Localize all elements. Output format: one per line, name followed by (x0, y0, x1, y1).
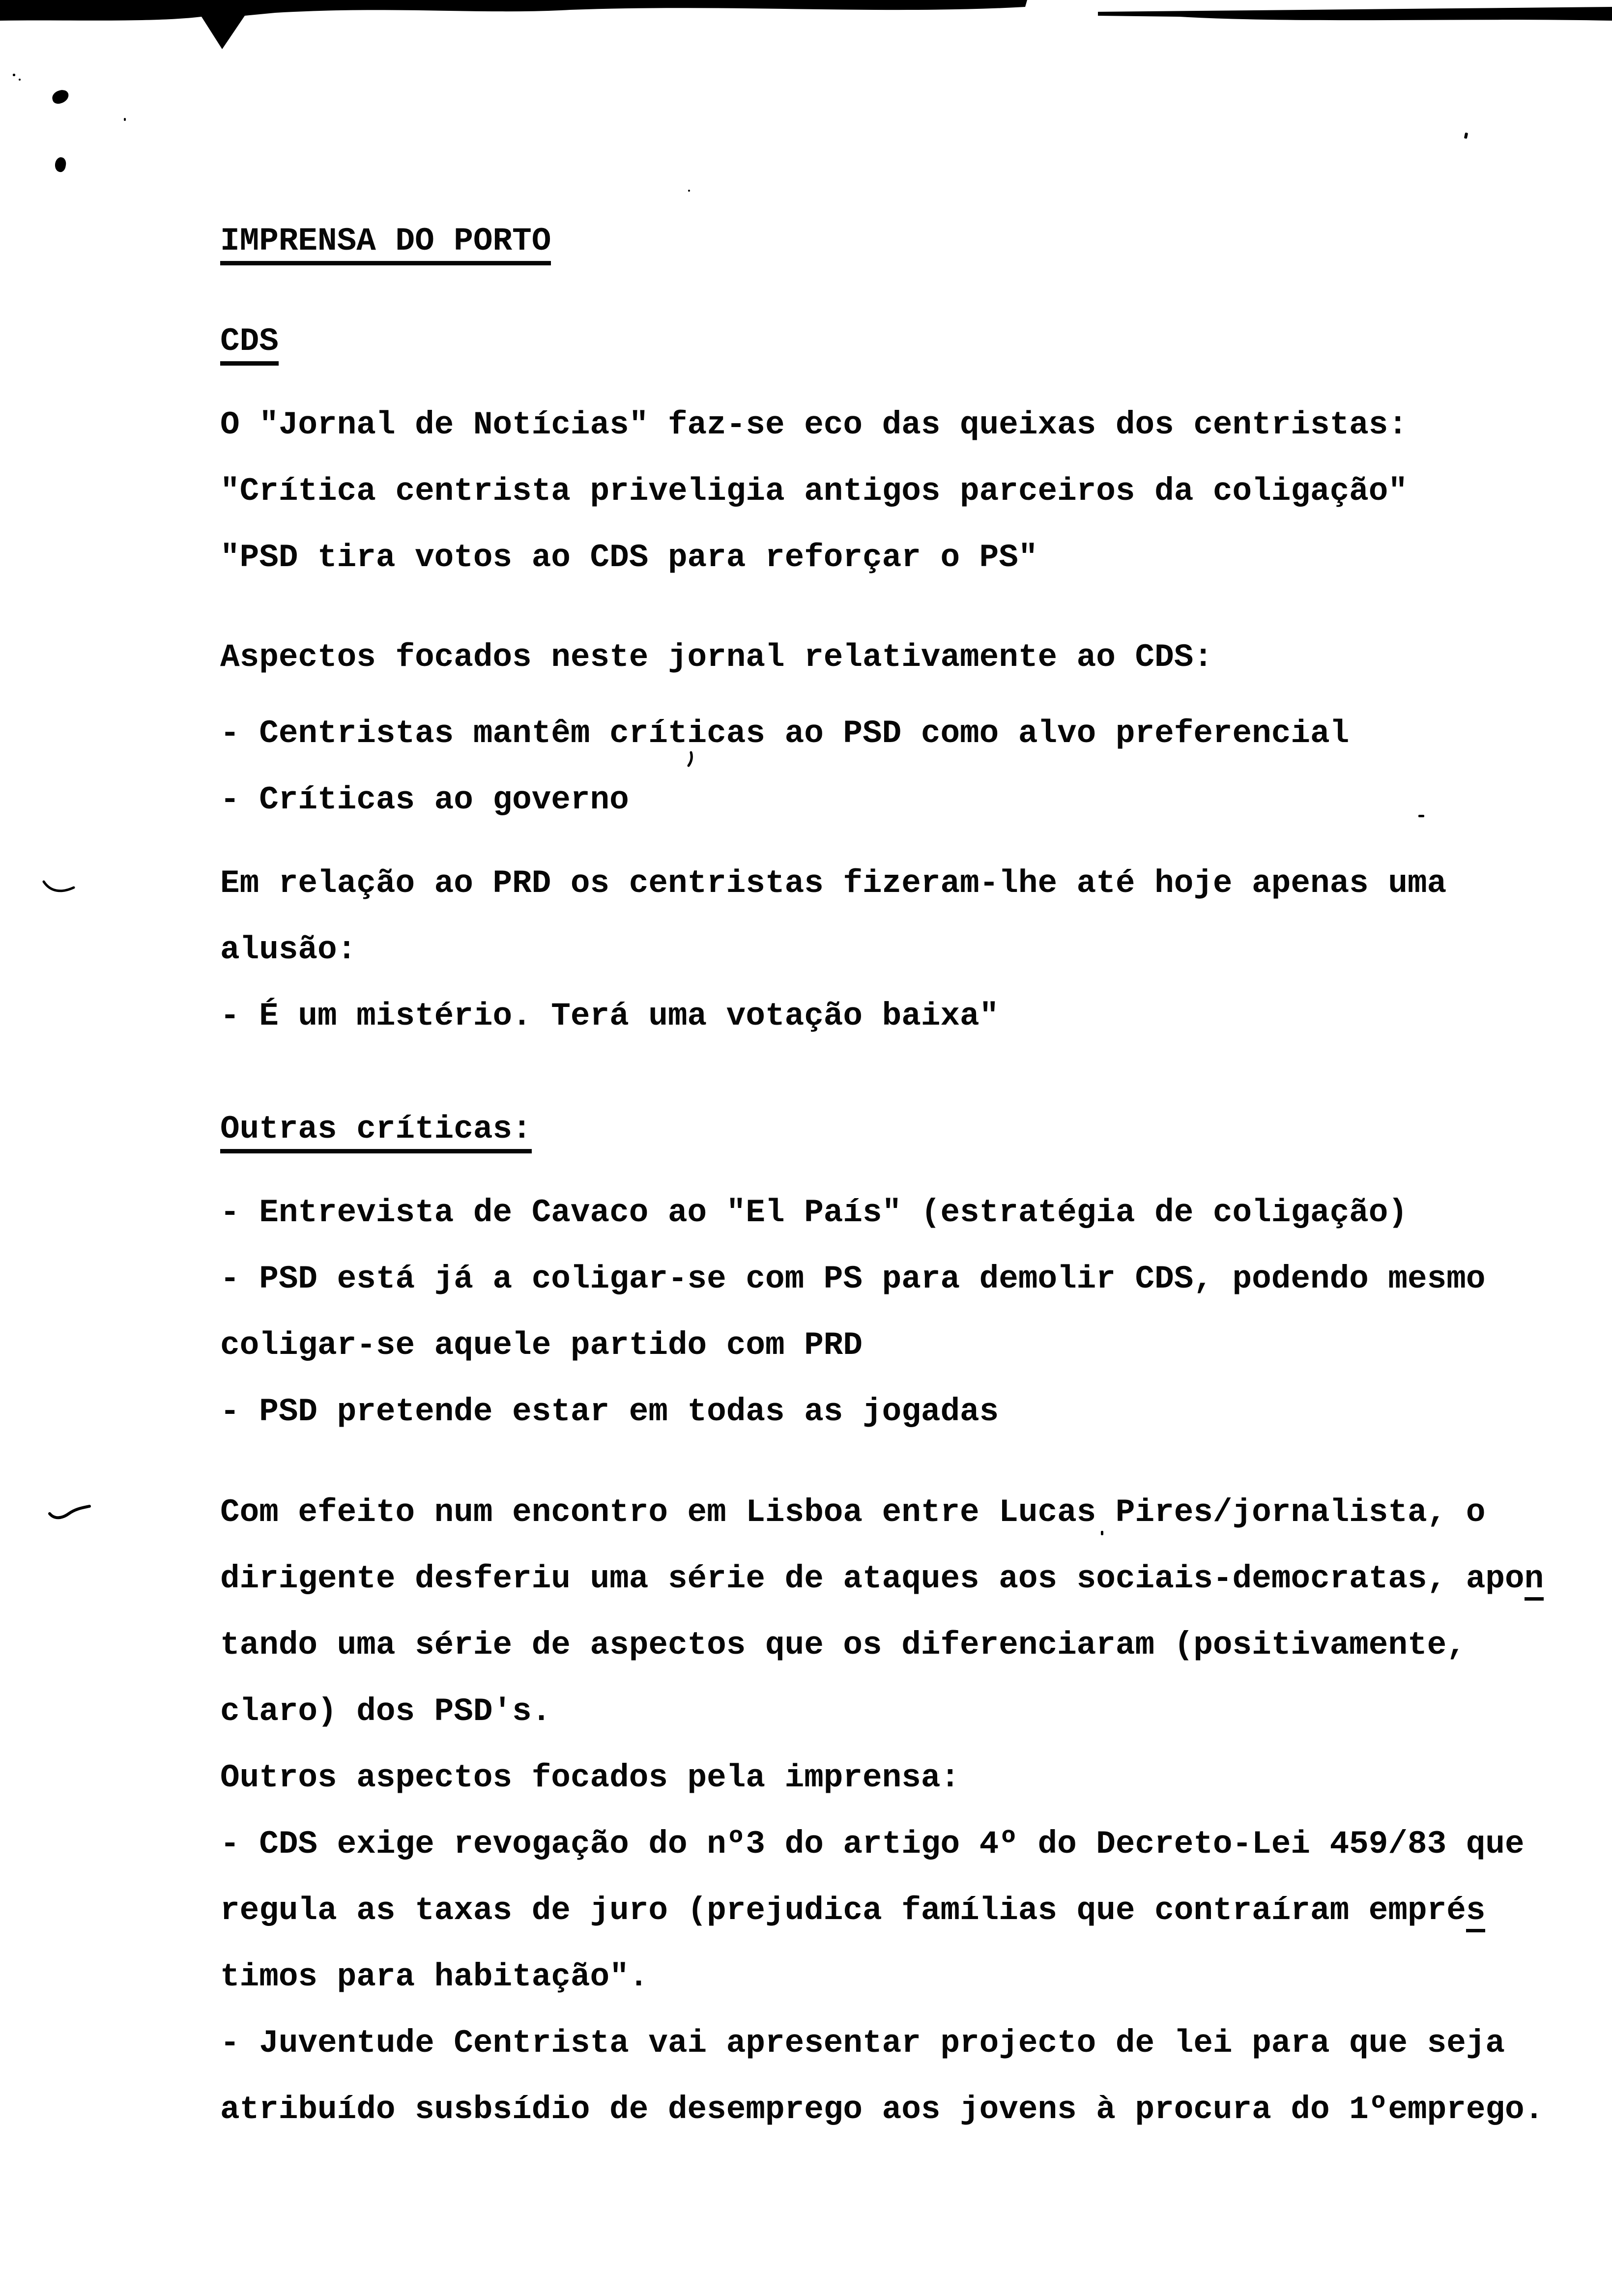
block-p3 (220, 850, 1612, 983)
text-line: - É um mistério. Terá uma votação baixa" (220, 998, 999, 1034)
hyphenation-underline: s (1466, 1892, 1486, 1932)
section-heading (220, 1096, 1612, 1162)
text-line: timos para habitação". (220, 1958, 649, 1995)
section-heading (220, 208, 1612, 274)
text-line: Outros aspectos focados pela imprensa: (220, 1759, 960, 1796)
text-line: coligar-se aquele partido com PRD (220, 1327, 863, 1364)
text-line: - Juventude Centrista vai apresentar projecto de lei para que seja (220, 2025, 1505, 2062)
block-section-outras (220, 1096, 1612, 1162)
section-heading (220, 308, 1612, 374)
text-line: "Crítica centrista priveligia antigos parceiros da coligação" (220, 473, 1408, 510)
block-list3 (220, 1179, 1612, 1445)
text-line: Em relação ao PRD os centristas fizeram-lhe até hoje apenas uma (220, 865, 1447, 902)
text-line: - Críticas ao governo (220, 781, 629, 818)
text-line: Aspectos focados neste jornal relativamente ao CDS: (220, 639, 1213, 676)
text-line: - PSD está já a coligar-se com PS para demolir CDS, podendo mesmo (220, 1261, 1486, 1297)
block-list4 (220, 1811, 1612, 2143)
block-p1 (220, 392, 1612, 591)
text-line: tando uma série de aspectos que os diferenciaram (positivamente, (220, 1627, 1466, 1664)
text-line: - CDS exige revogação do nº3 do artigo 4º do Decreto-Lei 459/83 que (220, 1826, 1525, 1863)
text-line: - Entrevista de Cavaco ao "El País" (estratégia de coligação) (220, 1194, 1408, 1231)
text-line: alusão: (220, 931, 357, 968)
text-line: Com efeito num encontro em Lisboa entre Lucas Pires/jornalista, o (220, 1494, 1486, 1531)
block-p2 (220, 624, 1612, 690)
block-list1 (220, 700, 1612, 833)
text-line: atribuído susbsídio de desemprego aos jovens à procura do 1ºemprego. (220, 2091, 1544, 2128)
text-line: claro) dos PSD's. (220, 1693, 551, 1730)
text-line: O "Jornal de Notícias" faz-se eco das queixas dos centristas: (220, 406, 1408, 443)
heading-underline: Outras críticas: (220, 1111, 532, 1153)
block-p4 (220, 1479, 1612, 1811)
block-section-cds (220, 308, 1612, 374)
block-title (220, 208, 1612, 274)
hyphenation-underline: n (1525, 1560, 1544, 1601)
block-list2 (220, 983, 1612, 1049)
heading-underline: CDS (220, 323, 279, 366)
text-line: dirigente desferiu uma série de ataques aos sociais-democratas, apon (220, 1546, 1612, 1612)
text-line: - PSD pretende estar em todas as jogadas (220, 1393, 999, 1430)
heading-underline: IMPRENSA DO PORTO (220, 223, 551, 265)
text-line: - Centristas mantêm críticas ao PSD como alvo preferencial (220, 715, 1350, 752)
text-line: "PSD tira votos ao CDS para reforçar o PS" (220, 539, 1038, 576)
text-line: regula as taxas de juro (prejudica famílias que contraíram emprés (220, 1877, 1612, 1944)
